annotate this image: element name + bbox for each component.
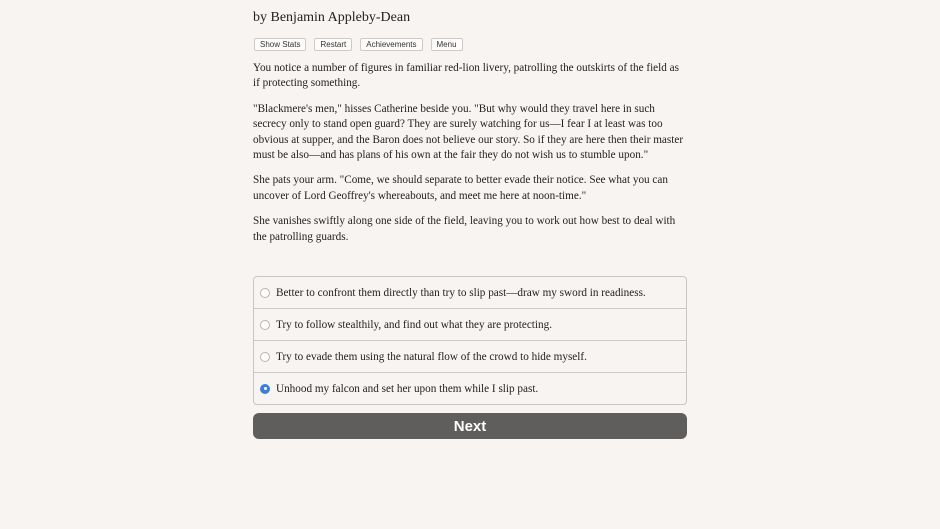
game-title-cropped (253, 0, 373, 2)
choice-option-falcon[interactable] (254, 373, 686, 404)
achievements-button[interactable]: Achievements (360, 38, 422, 51)
choice-option-confront[interactable] (254, 277, 686, 309)
choice-label: Try to follow stealthily, and find out what they are protecting. (276, 318, 553, 331)
choice-label: Better to confront them directly than try to slip past—draw my sword in readiness. (276, 286, 646, 299)
next-button[interactable]: Next (253, 413, 687, 439)
toolbar (254, 38, 463, 51)
radio-unchecked-icon[interactable] (260, 320, 270, 330)
story-paragraph: "Blackmere's men," hisses Catherine beside you. "But why would they travel here in such secrecy only to stand open guard? They are surely watching for us—I fear I at least was too obvious at supper, and the Baron does not believe our story. So if they are here then their master must be also—and has plans of his own at the fair they do not wish us to stumble upon." (253, 102, 684, 162)
choice-label: Try to evade them using the natural flow of the crowd to hide myself. (276, 350, 587, 363)
story-paragraph: She pats your arm. "Come, we should separate to better evade their notice. See what you can uncover of Lord Geoffrey's whereabouts, and meet me here at noon-time." (253, 174, 668, 202)
story-text (253, 61, 687, 255)
show-stats-button[interactable]: Show Stats (254, 38, 306, 51)
restart-button[interactable]: Restart (314, 38, 352, 51)
choice-list (253, 276, 687, 405)
radio-checked-icon[interactable] (260, 384, 270, 394)
radio-unchecked-icon[interactable] (260, 288, 270, 298)
radio-unchecked-icon[interactable] (260, 352, 270, 362)
author-line: by Benjamin Appleby-Dean (253, 10, 411, 25)
story-paragraph: She vanishes swiftly along one side of the field, leaving you to work out how best to deal with the patrolling guards. (253, 215, 676, 243)
choice-option-follow[interactable] (254, 309, 686, 341)
story-paragraph: You notice a number of figures in familiar red-lion livery, patrolling the outskirts of the field as if protecting something. (253, 62, 679, 90)
menu-button[interactable]: Menu (431, 38, 463, 51)
choice-label: Unhood my falcon and set her upon them while I slip past. (276, 382, 539, 395)
choice-option-evade[interactable] (254, 341, 686, 373)
